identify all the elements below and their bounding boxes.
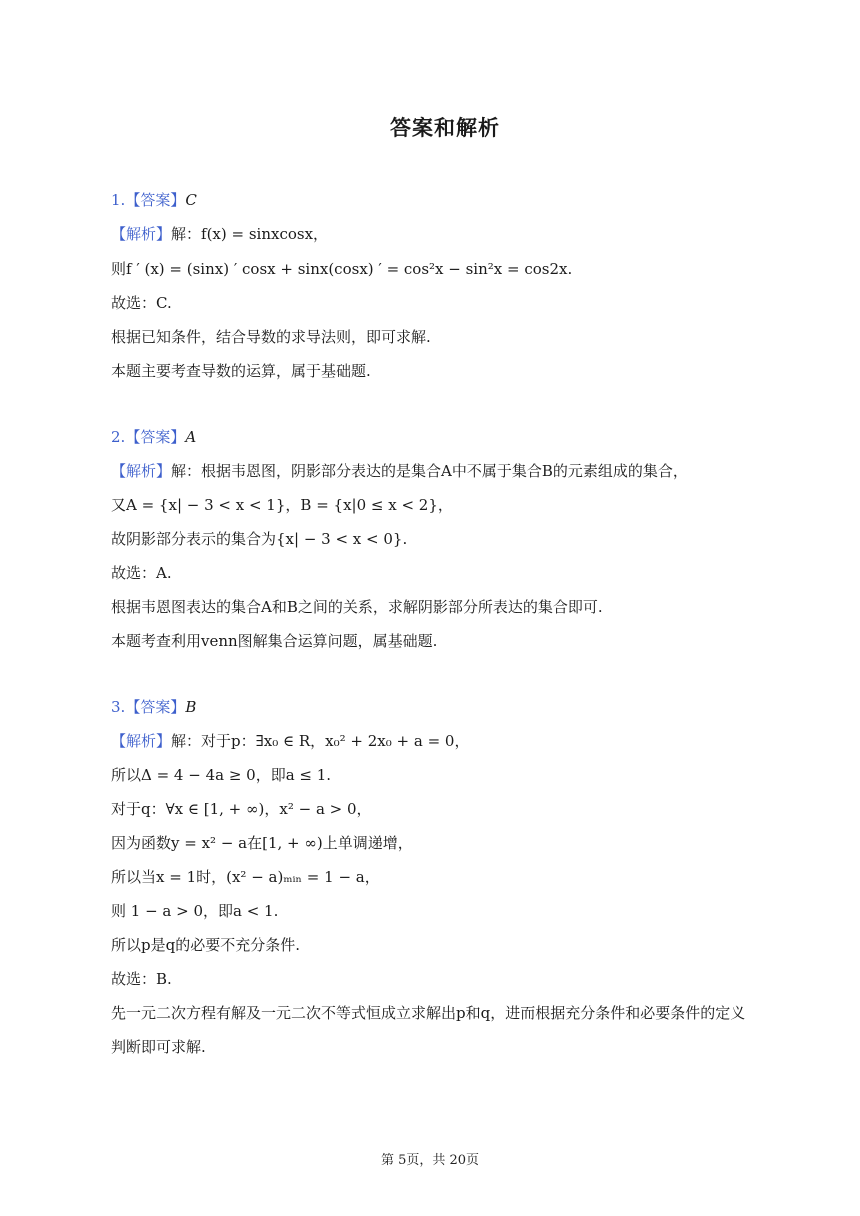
analysis-text: 因为函数y = x² − a在[1, + ∞)上单调递增，: [111, 834, 413, 852]
analysis-text: 对于q：∀x ∈ [1, + ∞)，x² − a > 0，: [111, 800, 372, 818]
analysis-text: 所以p是q的必要不充分条件.: [111, 936, 300, 954]
analysis-tag: 【解析】: [111, 462, 172, 480]
analysis-text: 解：对于p：∃x₀ ∈ R，x₀² + 2x₀ + a = 0，: [171, 732, 470, 750]
question-1-answer-line: [111, 190, 771, 210]
question-3-answer-line: [111, 697, 771, 717]
question-3-analysis-line: [111, 731, 771, 751]
analysis-text: 故选：A.: [111, 564, 172, 582]
page-title: 答案和解析: [390, 116, 500, 140]
analysis-tag: 【解析】: [111, 225, 172, 243]
answer-value: A: [185, 428, 197, 446]
analysis-text: 先一元二次方程有解及一元二次不等式恒成立求解出p和q，进而根据充分条件和必要条件的定义: [111, 1004, 746, 1022]
question-2-answer-line: [111, 427, 771, 447]
analysis-text: 本题考查利用venn图解集合运算问题，属基础题.: [111, 632, 438, 650]
answer-value: B: [185, 698, 197, 716]
analysis-text: 所以当x = 1时，(x² − a)ₘᵢₙ = 1 − a，: [111, 868, 380, 886]
question-1-analysis-line: [111, 224, 771, 244]
analysis-text: 故选：B.: [111, 970, 172, 988]
answer-tag: 【答案】: [125, 191, 186, 209]
question-2-analysis-line: [111, 461, 771, 481]
answer-tag: 【答案】: [125, 698, 186, 716]
page-footer: 第 5页，共 20页: [380, 1153, 480, 1168]
question-number: 3.: [111, 698, 126, 716]
analysis-text: 根据韦恩图表达的集合A和B之间的关系，求解阴影部分所表达的集合即可.: [111, 598, 603, 616]
analysis-text: 解：根据韦恩图，阴影部分表达的是集合A中不属于集合B的元素组成的集合，: [171, 462, 688, 480]
analysis-text: 又A = {x| − 3 < x < 1}，B = {x|0 ≤ x < 2}，: [111, 496, 453, 514]
analysis-text: 解：f(x) = sinxcosx，: [171, 225, 329, 243]
analysis-text: 根据已知条件，结合导数的求导法则，即可求解.: [111, 328, 431, 346]
analysis-text: 判断即可求解.: [111, 1038, 206, 1056]
analysis-text: 则 1 − a > 0，即a < 1.: [111, 902, 279, 920]
analysis-text: 故选：C.: [111, 294, 172, 312]
question-number: 2.: [111, 428, 126, 446]
answer-value: C: [185, 191, 197, 209]
question-number: 1.: [111, 191, 126, 209]
analysis-text: 则f ′ (x) = (sinx) ′ cosx + sinx(cosx) ′ = cos²x − sin²x = cos2x.: [111, 260, 573, 278]
answer-tag: 【答案】: [125, 428, 186, 446]
analysis-text: 本题主要考查导数的运算，属于基础题.: [111, 362, 371, 380]
analysis-text: 所以Δ = 4 − 4a ≥ 0，即a ≤ 1.: [111, 766, 332, 784]
analysis-text: 故阴影部分表示的集合为{x| − 3 < x < 0}.: [111, 530, 408, 548]
analysis-tag: 【解析】: [111, 732, 172, 750]
